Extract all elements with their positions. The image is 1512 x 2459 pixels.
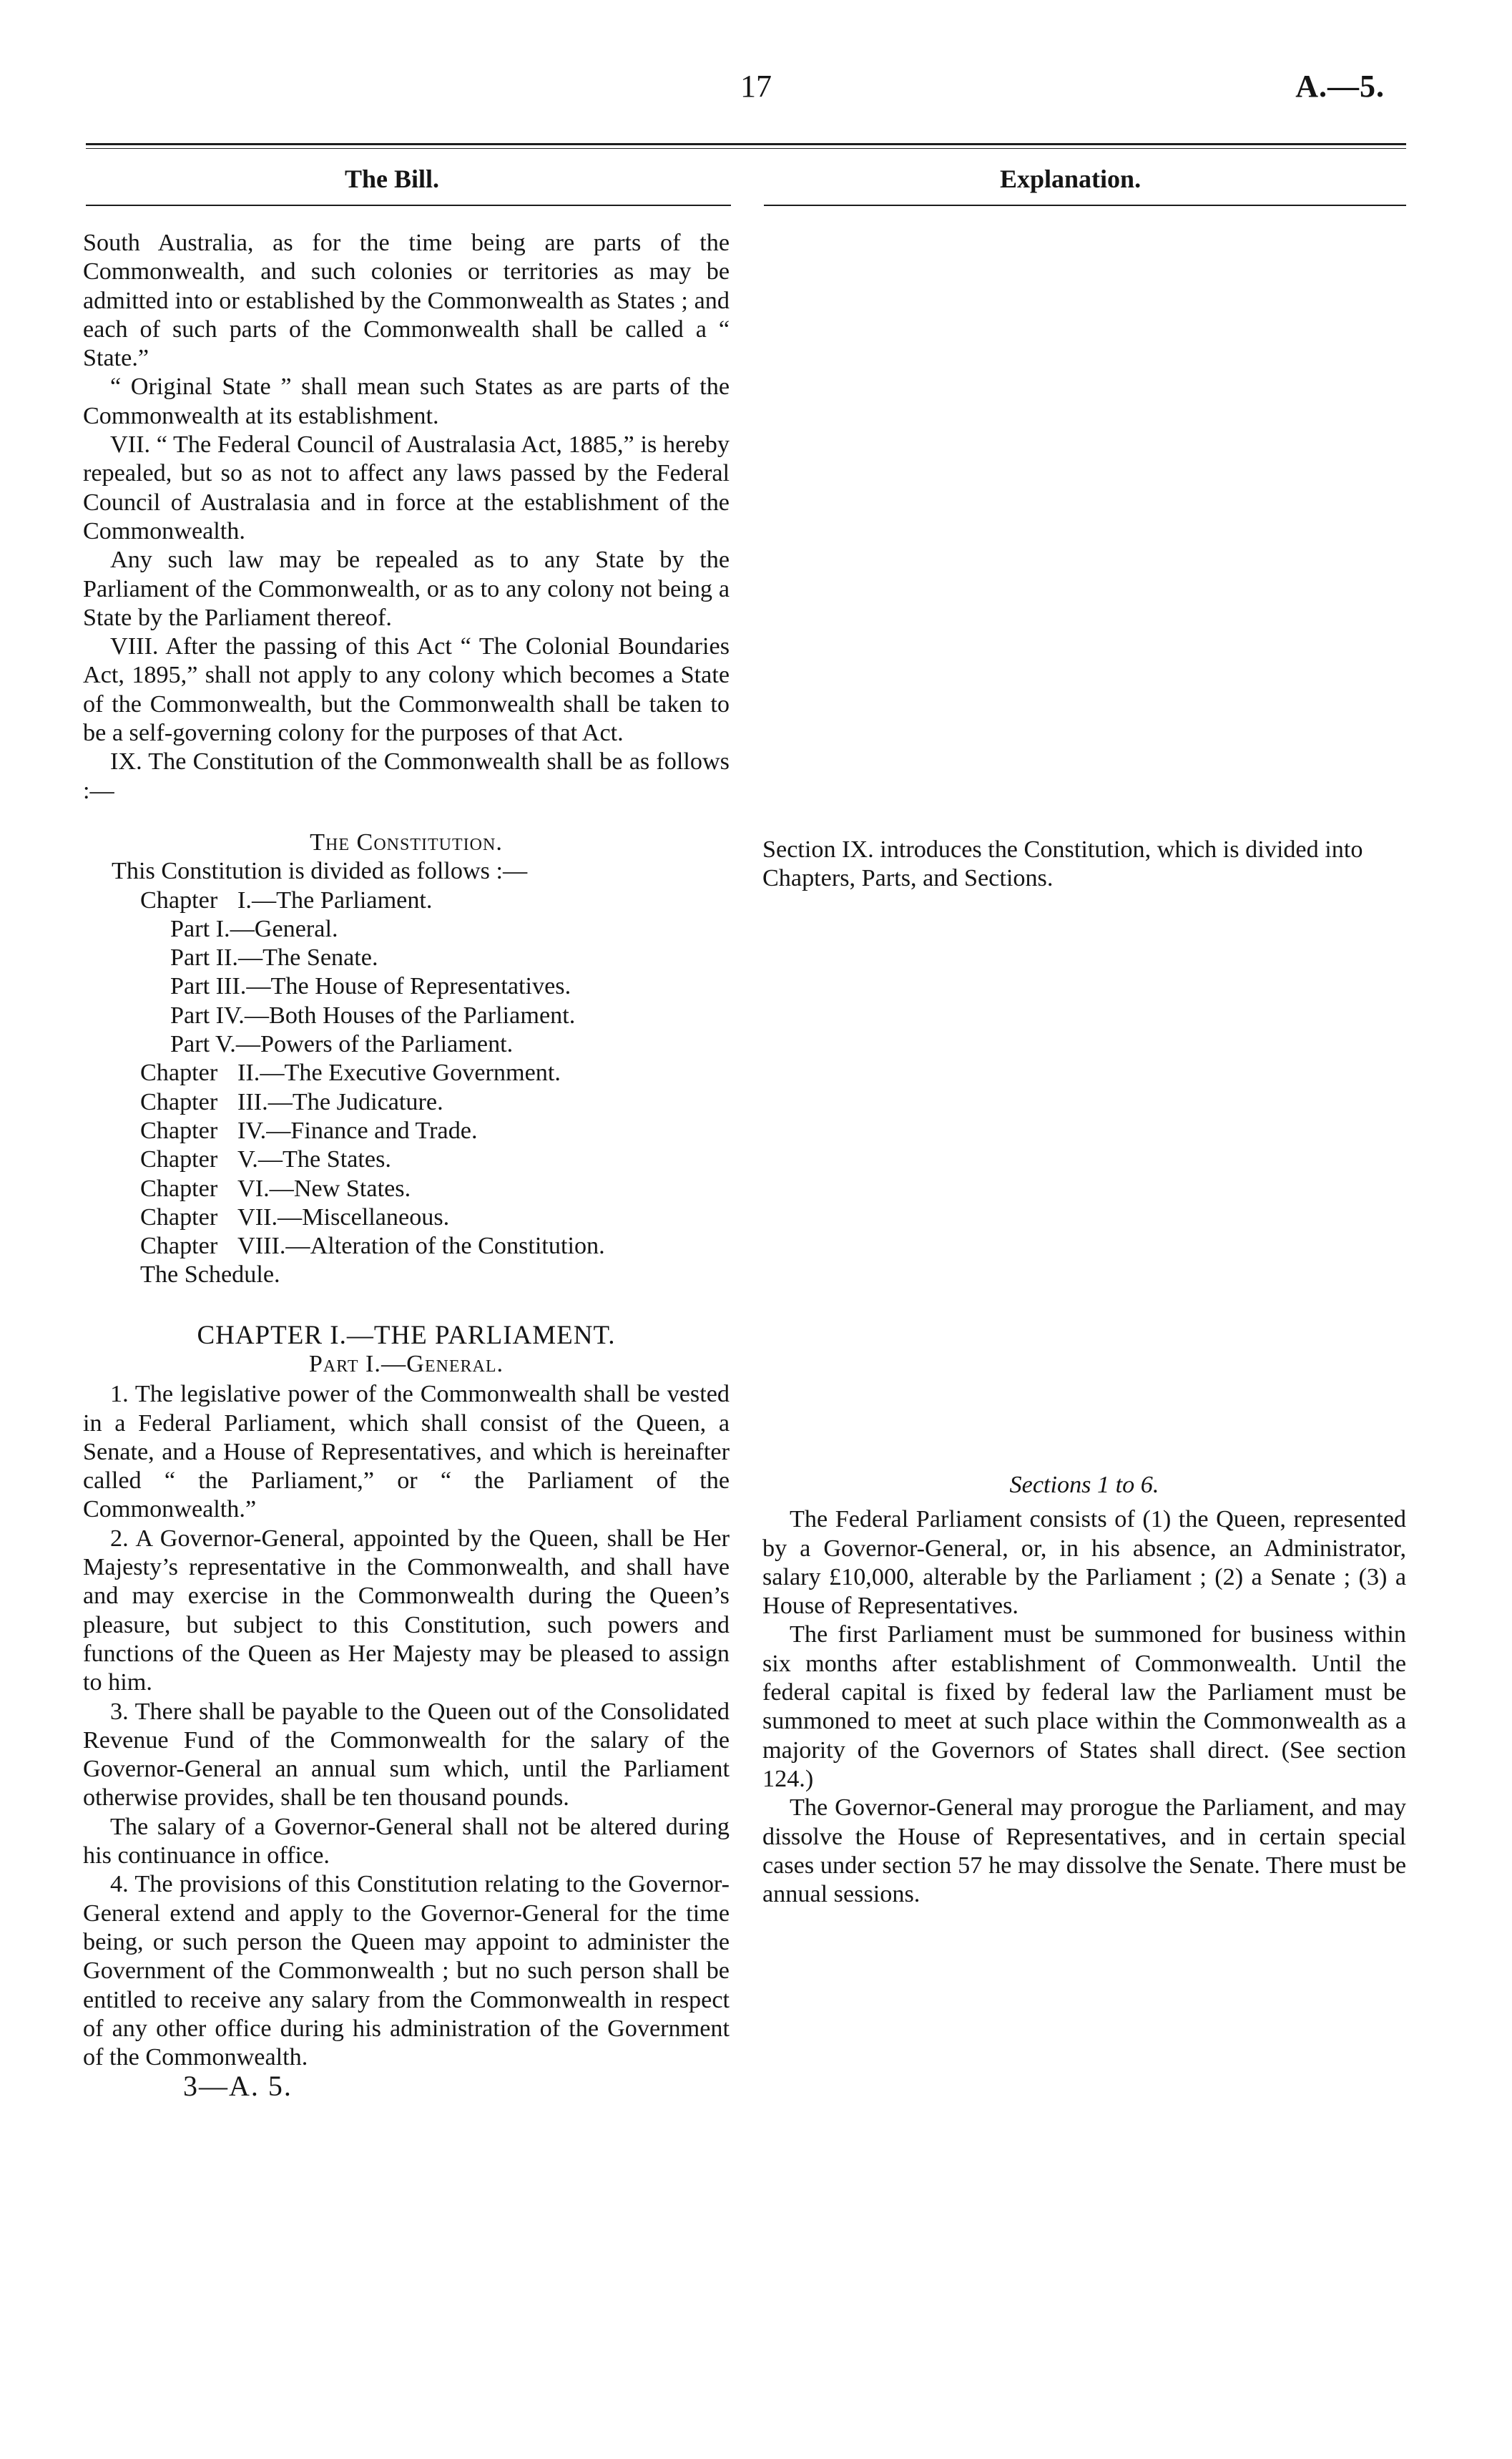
- toc-number: II.: [237, 1060, 260, 1087]
- toc-title: —The Judicature.: [267, 1088, 443, 1115]
- toc-number: III.: [237, 1088, 268, 1115]
- toc-chapter-label: Chapter: [140, 1233, 218, 1260]
- explanation-paragraph: The first Parliament must be summoned for business within six months after establishment of Commonwealth. Until the federal capital is fixed by federal law the Parliament must be summoned to meet at such place within the Commonwealth as a majority of the Governors of States shall direct. (See section 124.): [762, 1621, 1406, 1792]
- toc-chapter-label: Chapter: [140, 1203, 218, 1231]
- toc-title: —General.: [230, 915, 338, 942]
- part-heading: Part I.—General.: [308, 1350, 504, 1377]
- bill-section-3: 3. There shall be payable to the Queen out of the Consolidated Revenue Fund of the Commonwealth for the salary of the Governor-General an annual sum which, until the Parliament otherwise provides, shall be ten thousand pounds.: [83, 1698, 730, 1812]
- toc-entry: [83, 1203, 730, 1232]
- explanation-heading-rule: [764, 205, 1406, 206]
- toc-entry: [83, 944, 730, 972]
- toc-title: —The House of Representatives.: [246, 973, 571, 1000]
- toc-title: —The Executive Government.: [260, 1060, 561, 1087]
- toc-number: Part V.: [170, 1031, 236, 1058]
- toc-title: —Both Houses of the Parliament.: [244, 1002, 576, 1029]
- bill-section-1: 1. The legislative power of the Commonwealth shall be vested in a Federal Parliament, which shall consist of the Queen, a Senate, and a House of Representatives, and which is hereinafter called “ the Parliament,” or “ the Parliament of the Commonwealth.”: [83, 1381, 730, 1523]
- toc-number: IV.: [237, 1117, 267, 1144]
- toc-title: —The Senate.: [237, 944, 378, 972]
- toc-entry: [83, 1088, 730, 1117]
- section-reference: A.—5.: [1295, 69, 1385, 104]
- toc-number: I.: [237, 886, 252, 914]
- toc-number: Part II.: [170, 944, 238, 972]
- bill-column-heading: The Bill.: [345, 165, 440, 193]
- toc-number: Part III.: [170, 973, 247, 1000]
- bill-paragraph: “ Original State ” shall mean such States as are parts of the Commonwealth at its establishment.: [83, 373, 730, 429]
- toc-chapter-label: Chapter: [140, 1088, 218, 1115]
- toc-number: The Schedule.: [140, 1261, 280, 1289]
- explanation-paragraph: The Governor-General may prorogue the Parliament, and may dissolve the House of Representatives, and in certain special cases under section 57 he may dissolve the Senate. There must be annual sessions.: [762, 1794, 1406, 1908]
- toc-title: —The States.: [257, 1146, 391, 1173]
- page-number: 17: [740, 69, 772, 104]
- top-rule: [86, 143, 1406, 145]
- toc-number: VII.: [237, 1203, 278, 1231]
- toc-entry: [83, 1117, 730, 1145]
- bill-section-ix: IX. The Constitution of the Commonwealth shall be as follows :—: [83, 748, 730, 804]
- toc-entry: [83, 1145, 730, 1174]
- chapter-heading: CHAPTER I.—THE PARLIAMENT.: [197, 1320, 616, 1350]
- toc-entry: [83, 1232, 730, 1261]
- explanation-paragraph: The Federal Parliament consists of (1) the Queen, represented by a Governor-General, or, in his absence, an Administrator, salary £10,000, alterable by the Parliament ; (2) a Senate ; (3) a House of Representatives.: [762, 1506, 1406, 1620]
- toc-chapter-label: Chapter: [140, 1175, 218, 1202]
- explanation-sections-heading: Sections 1 to 6.: [1009, 1472, 1159, 1498]
- toc-title: —Powers of the Parliament.: [235, 1031, 514, 1058]
- toc-list: [83, 886, 730, 1290]
- toc-number: VIII.: [237, 1233, 286, 1260]
- explanation-column: [762, 836, 1406, 894]
- toc-chapter-label: Chapter: [140, 1146, 218, 1173]
- bill-paragraph: South Australia, as for the time being are parts of the Commonwealth, and such colonies or territories as may be admitted into or established by the Commonwealth as States ; and each of such parts of the Commonwealth shall be called a “ State.”: [83, 230, 730, 372]
- explanation-section-ix: Section IX. introduces the Constitution, which is divided into Chapters, Parts, and Sections.: [762, 836, 1363, 892]
- toc-entry: [83, 886, 730, 915]
- toc-title: —New States.: [269, 1175, 411, 1202]
- toc-title: —The Parliament.: [251, 886, 433, 914]
- bill-section-4: 4. The provisions of this Constitution relating to the Governor-General extend and apply to the Governor-General for the time being, or such person the Queen may appoint to administer the Government of the Commonwealth ; but no such person shall be entitled to receive any salary from the Commonwealth in respect of any other office during his administration of the Government of the Commonwealth.: [83, 1871, 730, 2071]
- toc-number: Part IV.: [170, 1002, 245, 1029]
- explanation-sections: [762, 1471, 1406, 1909]
- toc-chapter-label: Chapter: [140, 886, 218, 914]
- constitution-contents: [83, 857, 730, 1289]
- toc-number: V.: [237, 1146, 258, 1173]
- toc-entry: [83, 1261, 730, 1289]
- toc-entry: [83, 1030, 730, 1059]
- toc-title: —Alteration of the Constitution.: [285, 1233, 605, 1260]
- toc-chapter-label: Chapter: [140, 1060, 218, 1087]
- bill-section-2: 2. A Governor-General, appointed by the Queen, shall be Her Majesty’s representative in the Commonwealth, and shall have and may exercise in the Commonwealth during the Queen’s pleasure, but subject to this Constitution, such powers and functions of the Queen as Her Majesty may be pleased to assign to him.: [83, 1525, 730, 1696]
- bill-paragraph: The salary of a Governor-General shall not be altered during his continuance in office.: [83, 1813, 730, 1869]
- bill-section-vii: VII. “ The Federal Council of Australasia Act, 1885,” is hereby repealed, but so as not to affect any laws passed by the Federal Council of Australasia and in force at the establishment of the Commonwealth.: [83, 431, 730, 544]
- toc-entry: [83, 972, 730, 1001]
- toc-entry: [83, 1002, 730, 1030]
- toc-entry: [83, 1059, 730, 1087]
- explanation-column-heading: Explanation.: [1000, 165, 1142, 193]
- bill-paragraph: Any such law may be repealed as to any State by the Parliament of the Commonwealth, or as to any colony not being a State by the Parliament thereof.: [83, 547, 730, 631]
- toc-number: VI.: [237, 1175, 270, 1202]
- toc-title: —Finance and Trade.: [266, 1117, 478, 1144]
- toc-title: —Miscellaneous.: [278, 1203, 450, 1231]
- printer-signature: 3—A. 5.: [183, 2070, 293, 2103]
- toc-number: Part I.: [170, 915, 230, 942]
- bill-section-viii: VIII. After the passing of this Act “ The Colonial Boundaries Act, 1895,” shall not apply to any colony which becomes a State of the Commonwealth, but the Commonwealth shall be taken to be a self-governing colony for the purposes of that Act.: [83, 633, 730, 747]
- toc-chapter-label: Chapter: [140, 1117, 218, 1144]
- toc-entry: [83, 1175, 730, 1203]
- bill-heading-rule: [86, 205, 731, 206]
- toc-intro: This Constitution is divided as follows :—: [112, 858, 528, 885]
- bill-column: [83, 229, 730, 2101]
- toc-entry: [83, 915, 730, 944]
- constitution-title: The Constitution.: [310, 828, 503, 856]
- top-rule-thin: [86, 148, 1406, 149]
